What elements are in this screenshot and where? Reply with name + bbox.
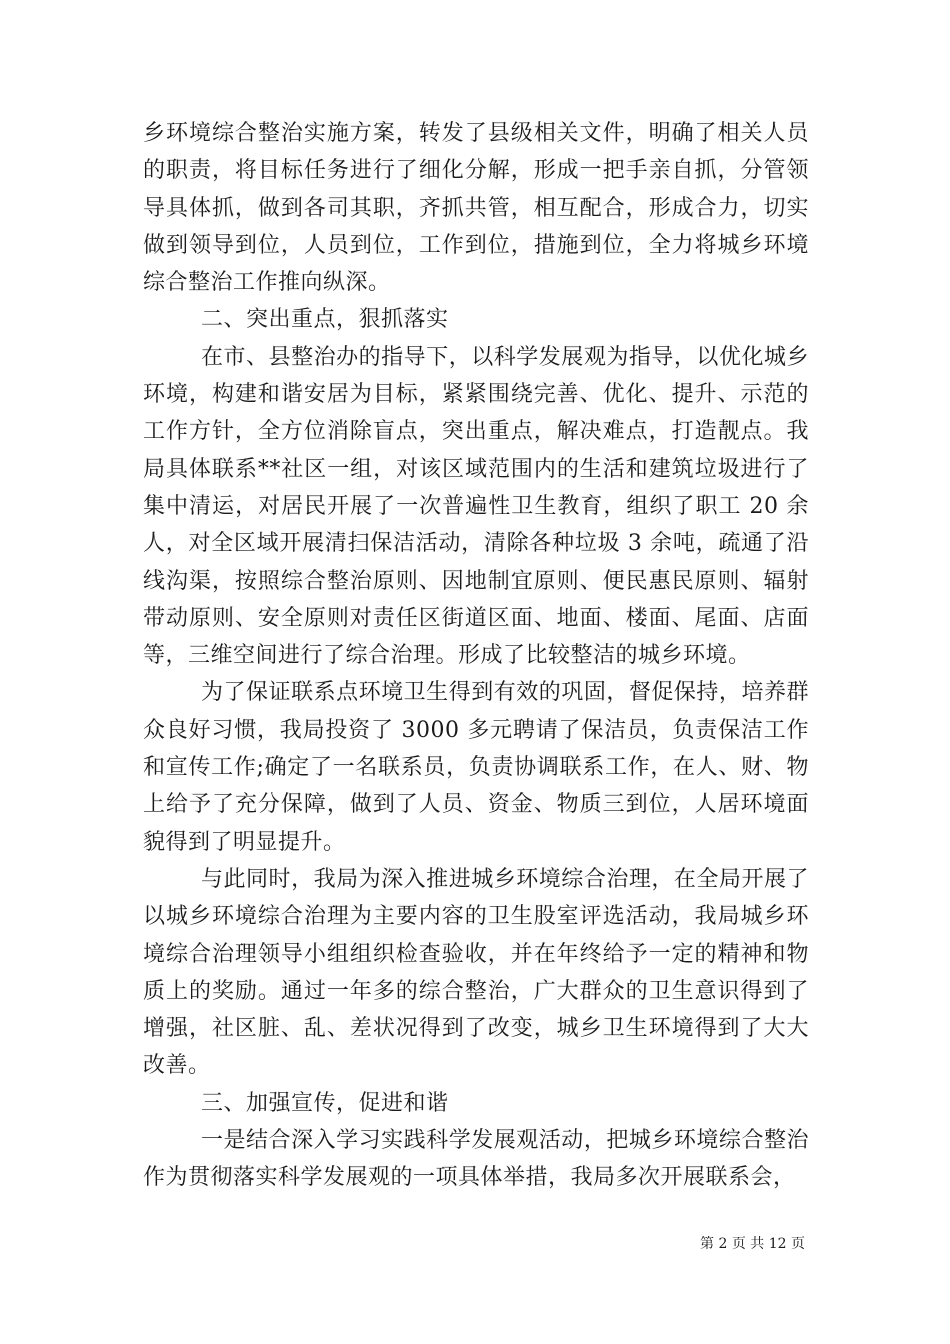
paragraph-body: 与此同时，我局为深入推进城乡环境综合治理，在全局开展了以城乡环境综合治理为主要内容的卫生股室评选活动，我局城乡环境综合治理领导小组组织检查验收，并在年终给予一定的精神和物质上的奖励。通过一年多的综合整治，广大群众的卫生意识得到了增强，社区脏、乱、差状况得到了改变，城乡卫生环境得到了大大改善。	[143, 866, 809, 1079]
page-number: 第 2 页 共 12 页	[700, 1236, 805, 1252]
paragraph-continuation: 乡环境综合整治实施方案，转发了县级相关文件，明确了相关人员的职责，将目标任务进行了细化分解，形成一把手亲自抓，分管领导具体抓，做到各司其职，齐抓共管，相互配合，形成合力，切实做到领导到位，人员到位，工作到位，措施到位，全力将城乡环境综合整治工作推向纵深。	[143, 121, 809, 296]
section-heading-2: 二、突出重点，狠抓落实	[201, 307, 449, 333]
paragraph-body: 一是结合深入学习实践科学发展观活动，把城乡环境综合整治作为贯彻落实科学发展观的一项具体举措，我局多次开展联系会，	[143, 1128, 809, 1191]
paragraph-body: 在市、县整治办的指导下，以科学发展观为指导，以优化城乡环境，构建和谐安居为目标，紧紧围绕完善、优化、提升、示范的工作方针，全方位消除盲点，突出重点，解决难点，打造靓点。我局具体联系**社区一组，对该区域范围内的生活和建筑垃圾进行了集中清运，对居民开展了一次普遍性卫生教育，组织了职工 20 余人，对全区域开展清扫保洁活动，清除各种垃圾 3 余吨，疏通了沿线沟渠，按照综合整治原则、因地制宜原则、便民惠民原则、辐射带动原则、安全原则对责任区街道区面、地面、楼面、尾面、店面等，三维空间进行了综合治理。形成了比较整洁的城乡环境。	[143, 344, 809, 669]
document-body	[143, 115, 809, 1197]
paragraph-body: 为了保证联系点环境卫生得到有效的巩固，督促保持，培养群众良好习惯，我局投资了 3000 多元聘请了保洁员，负责保洁工作和宣传工作;确定了一名联系员，负责协调联系工作，在人、财、物上给予了充分保障，做到了人员、资金、物质三到位，人居环境面貌得到了明显提升。	[143, 680, 809, 855]
section-heading-3: 三、加强宣传，促进和谐	[201, 1090, 449, 1116]
